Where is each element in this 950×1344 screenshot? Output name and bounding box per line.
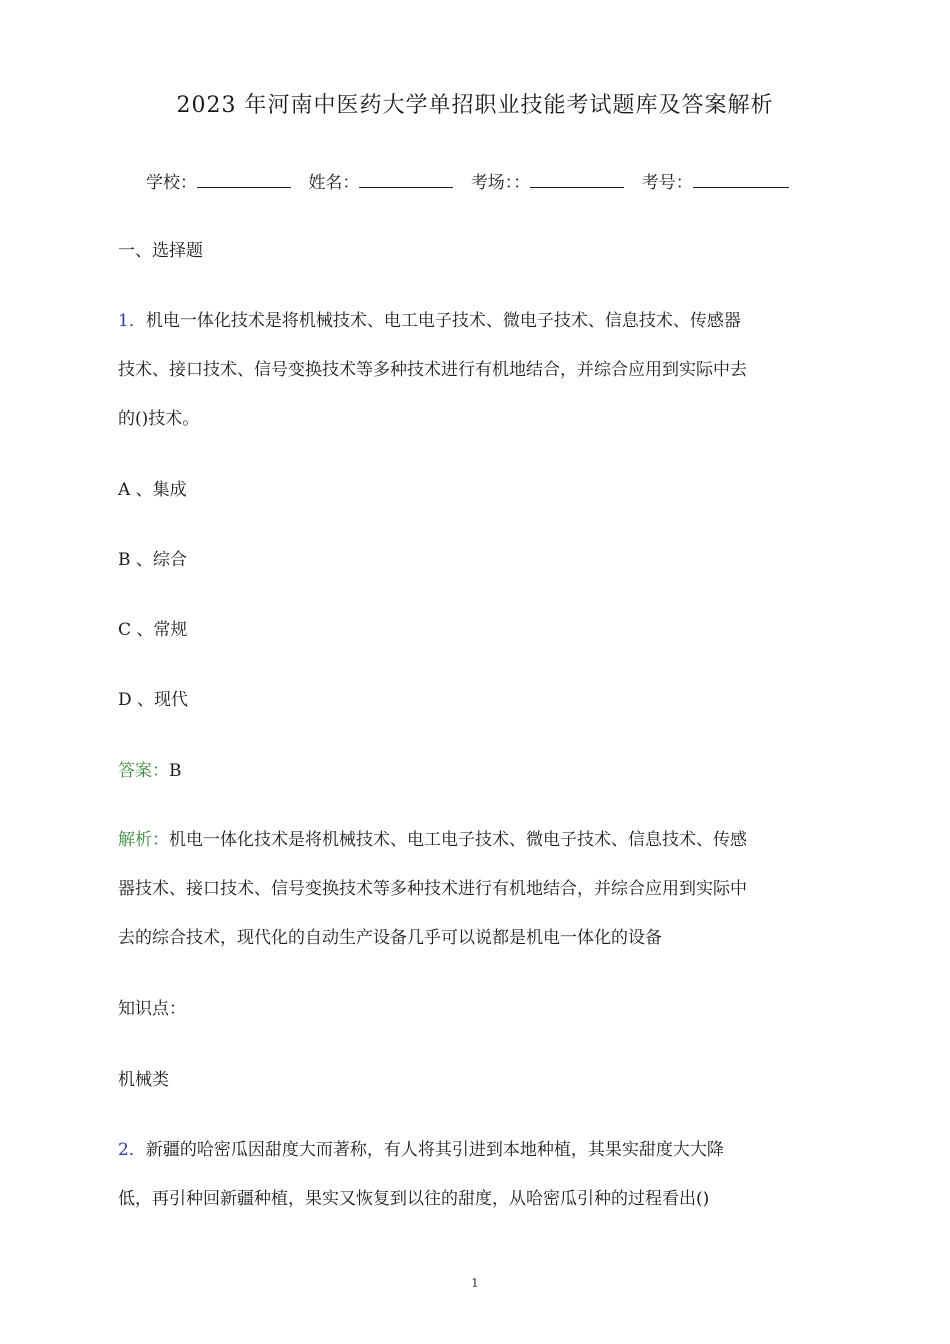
page-title: 2023 年河南中医药大学单招职业技能考试题库及答案解析 [176,93,774,118]
analysis-label: 解析： [118,830,169,850]
page-number: 1 [471,1276,479,1290]
school-blank[interactable] [197,173,291,188]
answer-label: 答案： [118,761,169,781]
question-2-number: 2． [118,1140,146,1160]
question-2-text-1: 新疆的哈密瓜因甜度大而著称，有人将其引进到本地种植，其果实甜度大大降 [145,1140,724,1160]
analysis-line-3: 去的综合技术，现代化的自动生产设备几乎可以说都是机电一体化的设备 [118,928,662,948]
analysis-line-2: 器技术、接口技术、信号变换技术等多种技术进行有机地结合，并综合应用到实际中 [118,879,747,899]
option-a: A 、集成 [118,480,187,500]
knowledge-label: 知识点： [118,999,186,1019]
question-1-text-1: 机电一体化技术是将机械技术、电工电子技术、微电子技术、信息技术、传感器 [145,311,741,331]
section-heading: 一、选择题 [118,241,203,261]
question-1-line-1 [118,306,741,331]
analysis-line-1 [118,825,747,850]
number-blank[interactable] [693,173,789,188]
question-1-line-3: 的()技术。 [118,409,200,429]
answer-value: B [169,761,182,781]
question-2-line-1 [118,1135,724,1160]
number-label: 考号： [641,173,693,193]
exam-info-row [146,168,789,193]
question-1-line-2: 技术、接口技术、信号变换技术等多种技术进行有机地结合，并综合应用到实际中去 [118,360,747,380]
question-1-number: 1． [118,311,146,331]
name-label: 姓名： [308,173,360,193]
knowledge-value: 机械类 [118,1070,169,1090]
room-blank[interactable] [530,173,624,188]
name-blank[interactable] [359,173,453,188]
room-label: 考场：： [470,173,531,193]
question-2-line-2: 低，再引种回新疆种植，果实又恢复到以往的甜度，从哈密瓜引种的过程看出() [118,1189,710,1209]
analysis-text-1: 机电一体化技术是将机械技术、电工电子技术、微电子技术、信息技术、传感 [169,830,747,850]
option-d: D 、现代 [118,690,189,710]
school-label: 学校： [146,173,197,193]
option-b: B 、综合 [118,550,187,570]
option-c: C 、常规 [118,620,188,640]
answer-line [118,756,182,781]
